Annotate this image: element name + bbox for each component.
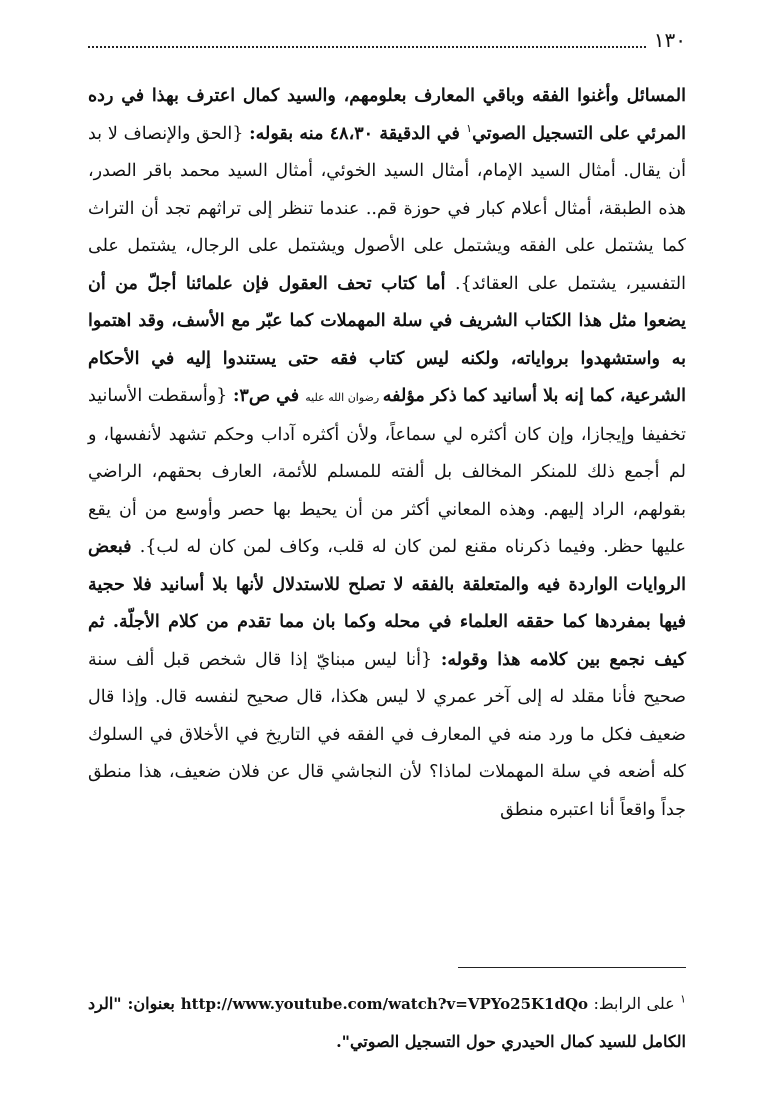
text-segment: فبعض الروايات الواردة فيه والمتعلقة بالفقه لا تصلح للاستدلال لأنها بلا أسانيد فلا حجية فيها بمفردها كما حققه العلماء في محله وكما بان مما تقدم من كلام الأجلّة. ثم كيف نجمع بين كلامه هذا وقوله: bbox=[88, 537, 686, 670]
page-number: ١٣٠ bbox=[653, 28, 686, 52]
quote-segment: {الحق والإنصاف لا بد أن يقال. أمثال السيد الإمام، أمثال السيد الخوئي، أمثال السيد محمد باقر الصدر، هذه الطبقة، أمثال أعلام كبار في حوزة قم.. عندما تنظر إلى تراثهم تجد أن التراث كما يشتمل على الفقه ويشتمل على الأصول ويشتمل على الرجال، يشتمل على التفسير، يشتمل على العقائد}. bbox=[88, 123, 686, 294]
footnote-link[interactable]: http://www.youtube.com/watch?v=VPYo25K1dQo bbox=[180, 995, 589, 1013]
text-segment: في الدقيقة ٤٨،٣٠ منه بقوله: bbox=[249, 123, 467, 144]
text-segment: أما كتاب تحف العقول فإن علمائنا أجلّ من أن يضعوا مثل هذا الكتاب الشريف في سلة المهملات كما عبّر مع الأسف، وقد اهتموا به واستشهدوا برواياته، ولكنه ليس كتاب فقه حتى يستندوا إليه في الأحكام الشرعية، كما إنه بلا أسانيد كما ذكر مؤلفه bbox=[88, 273, 686, 406]
text-segment: المسائل وأغنوا الفقه وباقي المعارف بعلومهم، والسيد كمال اعترف بهذا في رده المرئي على التسجيل الصوتي bbox=[88, 86, 686, 144]
footnote-reference[interactable]: ١ bbox=[466, 121, 473, 135]
footnote bbox=[88, 985, 686, 1061]
main-text bbox=[88, 78, 686, 829]
honorific: رضوان الله عليه bbox=[305, 391, 383, 404]
header-dotted-rule bbox=[88, 46, 646, 48]
footnote-separator bbox=[458, 967, 686, 968]
paragraph bbox=[88, 78, 686, 829]
text-segment: في ص٣: bbox=[232, 386, 306, 406]
footnote-mark: ١ bbox=[680, 992, 686, 1006]
footnote-mid: بعنوان: bbox=[121, 994, 181, 1013]
page-header bbox=[88, 28, 686, 52]
footnote-prefix: على الرابط: bbox=[588, 994, 681, 1013]
quote-segment: {وأسقطت الأسانيد تخفيفا وإيجازا، وإن كان أكثره لي سماعاً، ولأن أكثره آداب وحكم تشهد لأنفسها، و لم أجمع ذلك للمنكر المخالف بل ألفته للمسلم للأئمة، العارف بحقهم، الراضي بقولهم، الراد إليهم. وهذه المعاني أكثر من أن يحيط بها حصر وأوسع من أن يقع عليها حظر. وفيما ذكرناه مقنع لمن كان له قلب، وكاف لمن كان له لب}. bbox=[88, 386, 686, 557]
footnote-title: "الرد الكامل للسيد كمال الحيدري حول التسجيل الصوتي". bbox=[88, 994, 686, 1051]
quote-segment: {أنا ليس مبنايّ إذا قال شخص قبل ألف سنة صحيح فأنا مقلد له إلى آخر عمري لا ليس هكذا، قال صحيح لنفسه قال. وإذا قال ضعيف فكل ما ورد منه في المعارف في الفقه في التاريخ في الأخلاق في السلوك كله أضعه في سلة المهملات لماذا؟ لأن النجاشي قال عن فلان ضعيف، هذا منطق جداً واقعاً أنا اعتبره منطق bbox=[88, 649, 686, 820]
